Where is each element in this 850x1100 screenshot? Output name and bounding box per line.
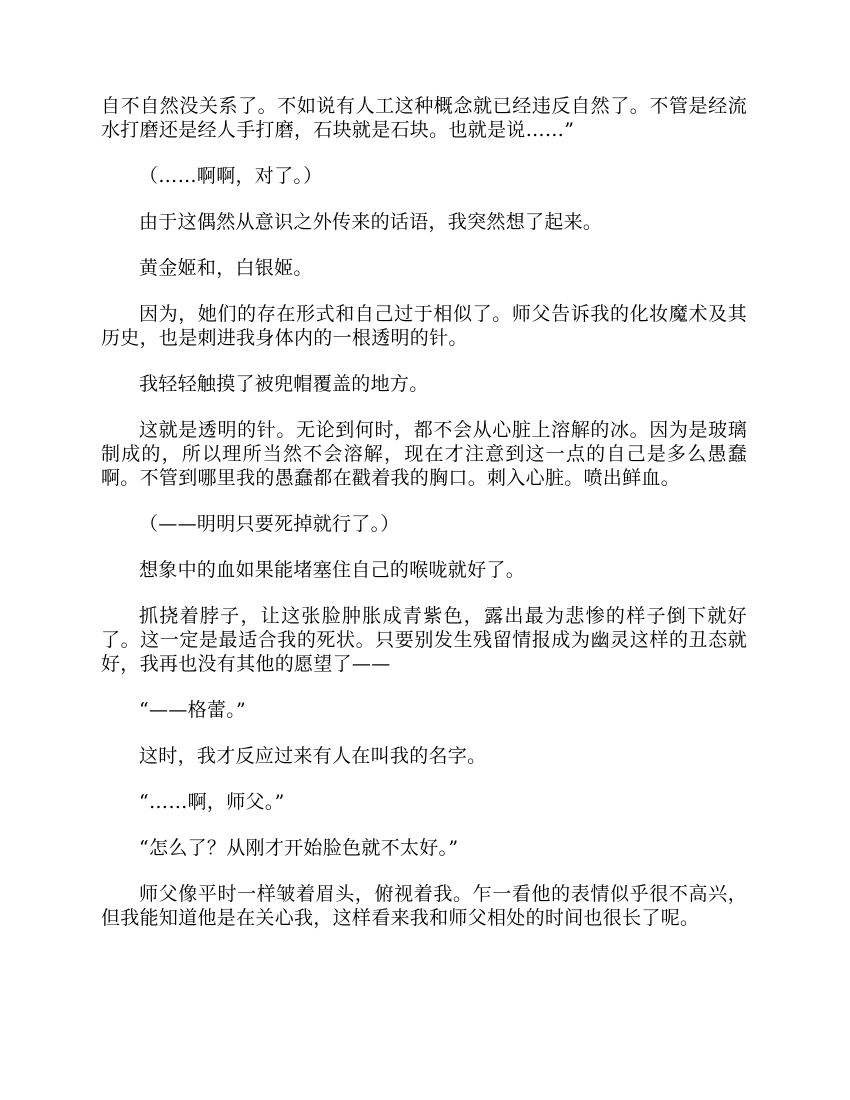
paragraph: （——明明只要死掉就行了。）: [139, 513, 400, 535]
paragraph: 这时，我才反应过来有人在叫我的名字。: [139, 745, 487, 767]
paragraph: 这就是透明的针。无论到何时，都不会从心脏上溶解的冰。因为是玻璃制成的，所以理所当然不会溶解，现在才注意到这一点的自己是多么愚蠢啊。不管到哪里我的愚蠢都在戳着我的胸口。刺入心脏。喷出鲜血。: [101, 419, 747, 489]
paragraph: 我轻轻触摸了被兜帽覆盖的地方。: [139, 373, 429, 395]
paragraph: 黄金姬和，白银姬。: [139, 257, 313, 279]
document-page: [101, 94, 747, 952]
paragraph: 自不自然没关系了。不如说有人工这种概念就已经违反自然了。不管是经流水打磨还是经人手打磨，石块就是石块。也就是说……”: [101, 95, 747, 141]
paragraph: “——格蕾。”: [139, 699, 247, 721]
paragraph: “……啊，师父。”: [139, 791, 285, 813]
paragraph: （……啊啊，对了。）: [139, 165, 323, 187]
paragraph: “怎么了？从刚才开始脸色就不太好。”: [139, 837, 459, 859]
paragraph: 由于这偶然从意识之外传来的话语，我突然想了起来。: [139, 211, 603, 233]
paragraph: 抓挠着脖子，让这张脸肿胀成青紫色，露出最为悲惨的样子倒下就好了。这一定是最适合我的死状。只要别发生残留情报成为幽灵这样的丑态就好，我再也没有其他的愿望了——: [101, 605, 747, 675]
paragraph: 想象中的血如果能堵塞住自己的喉咙就好了。: [139, 559, 526, 581]
paragraph: 因为，她们的存在形式和自己过于相似了。师父告诉我的化妆魔术及其历史，也是刺进我身体内的一根透明的针。: [101, 303, 747, 349]
paragraph: 师父像平时一样皱着眉头，俯视着我。乍一看他的表情似乎很不高兴，但我能知道他是在关心我，这样看来我和师父相处的时间也很长了呢。: [101, 883, 747, 929]
